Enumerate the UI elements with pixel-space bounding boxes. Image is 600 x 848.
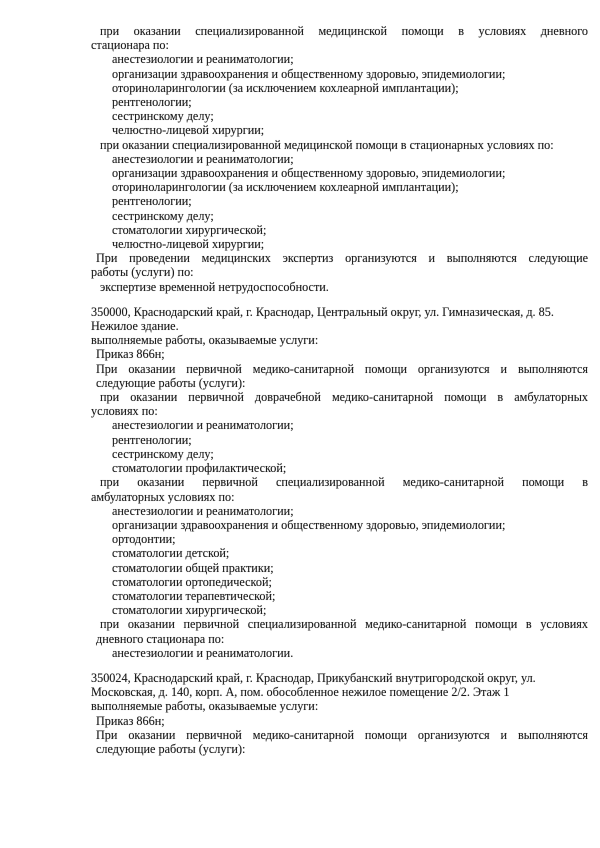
text-line: следующие работы (услуги): — [96, 741, 246, 756]
text-line: организации здравоохранения и общественному здоровью, эпидемиологии; — [112, 66, 506, 81]
text-line: оториноларингологии (за исключением кохлеарной имплантации); — [112, 80, 459, 95]
text-line: стоматологии терапевтической; — [112, 588, 276, 603]
text-line: При оказании первичной медико-санитарной помощи организуются и выполняются — [96, 361, 588, 376]
text-line: анестезиологии и реаниматологии. — [112, 645, 294, 660]
text-line: стационара по: — [91, 38, 169, 53]
text-line: Приказ 866н; — [96, 347, 165, 362]
text-line: челюстно-лицевой хирургии; — [112, 237, 265, 252]
text-line: При проведении медицинских экспертиз организуются и выполняются следующие — [96, 251, 588, 266]
text-line: амбулаторных условиях по: — [91, 489, 235, 504]
text-line: при оказании первичной доврачебной медико-санитарной помощи в амбулаторных — [100, 390, 588, 405]
text-line: челюстно-лицевой хирургии; — [112, 123, 265, 138]
text-line: стоматологии хирургической; — [112, 603, 267, 618]
text-line: 350000, Краснодарский край, г. Краснодар, Центральный округ, ул. Гимназическая, д. 85. — [91, 304, 554, 319]
text-line: стоматологии общей практики; — [112, 560, 274, 575]
text-line: организации здравоохранения и общественному здоровью, эпидемиологии; — [112, 517, 506, 532]
text-line: при оказании первичной специализированной медико-санитарной помощи в условиях — [100, 617, 588, 632]
text-line: при оказании специализированной медицинской помощи в стационарных условиях по: — [100, 137, 554, 152]
text-line: оториноларингологии (за исключением кохлеарной имплантации); — [112, 180, 459, 195]
text-line: стоматологии профилактической; — [112, 461, 287, 476]
text-line: организации здравоохранения и общественному здоровью, эпидемиологии; — [112, 166, 506, 181]
text-line: ортодонтии; — [112, 532, 176, 547]
text-line: выполняемые работы, оказываемые услуги: — [91, 333, 319, 348]
text-line: стоматологии хирургической; — [112, 222, 267, 237]
text-line: рентгенологии; — [112, 95, 192, 110]
text-line: рентгенологии; — [112, 432, 192, 447]
text-line: экспертизе временной нетрудоспособности. — [100, 279, 329, 294]
text-line: при оказании специализированной медицинской помощи в условиях дневного — [100, 24, 588, 38]
text-line: сестринскому делу; — [112, 446, 214, 461]
text-line: стоматологии ортопедической; — [112, 574, 272, 589]
text-line: При оказании первичной медико-санитарной помощи организуются и выполняются — [96, 727, 588, 742]
text-line: сестринскому делу; — [112, 208, 214, 223]
text-line: работы (услуги) по: — [91, 265, 194, 280]
text-line: анестезиологии и реаниматологии; — [112, 151, 294, 166]
text-line: условиях по: — [91, 404, 158, 419]
text-line: стоматологии детской; — [112, 546, 230, 561]
text-line: Приказ 866н; — [96, 713, 165, 728]
text-line: анестезиологии и реаниматологии; — [112, 418, 294, 433]
text-line: анестезиологии и реаниматологии; — [112, 52, 294, 67]
text-line: при оказании первичной специализированной медико-санитарной помощи в — [100, 475, 588, 490]
text-line: 350024, Краснодарский край, г. Краснодар, Прикубанский внутригородской округ, ул. — [91, 670, 536, 685]
text-line: следующие работы (услуги): — [96, 375, 246, 390]
text-line: выполняемые работы, оказываемые услуги: — [91, 699, 319, 714]
text-line: Московская, д. 140, корп. А, пом. обособленное нежилое помещение 2/2. Этаж 1 — [91, 685, 510, 700]
text-line: сестринскому делу; — [112, 109, 214, 124]
text-line: Нежилое здание. — [91, 319, 179, 334]
text-line: рентгенологии; — [112, 194, 192, 209]
document-text-block — [91, 24, 588, 756]
text-line: дневного стационара по: — [96, 631, 225, 646]
text-line: анестезиологии и реаниматологии; — [112, 503, 294, 518]
